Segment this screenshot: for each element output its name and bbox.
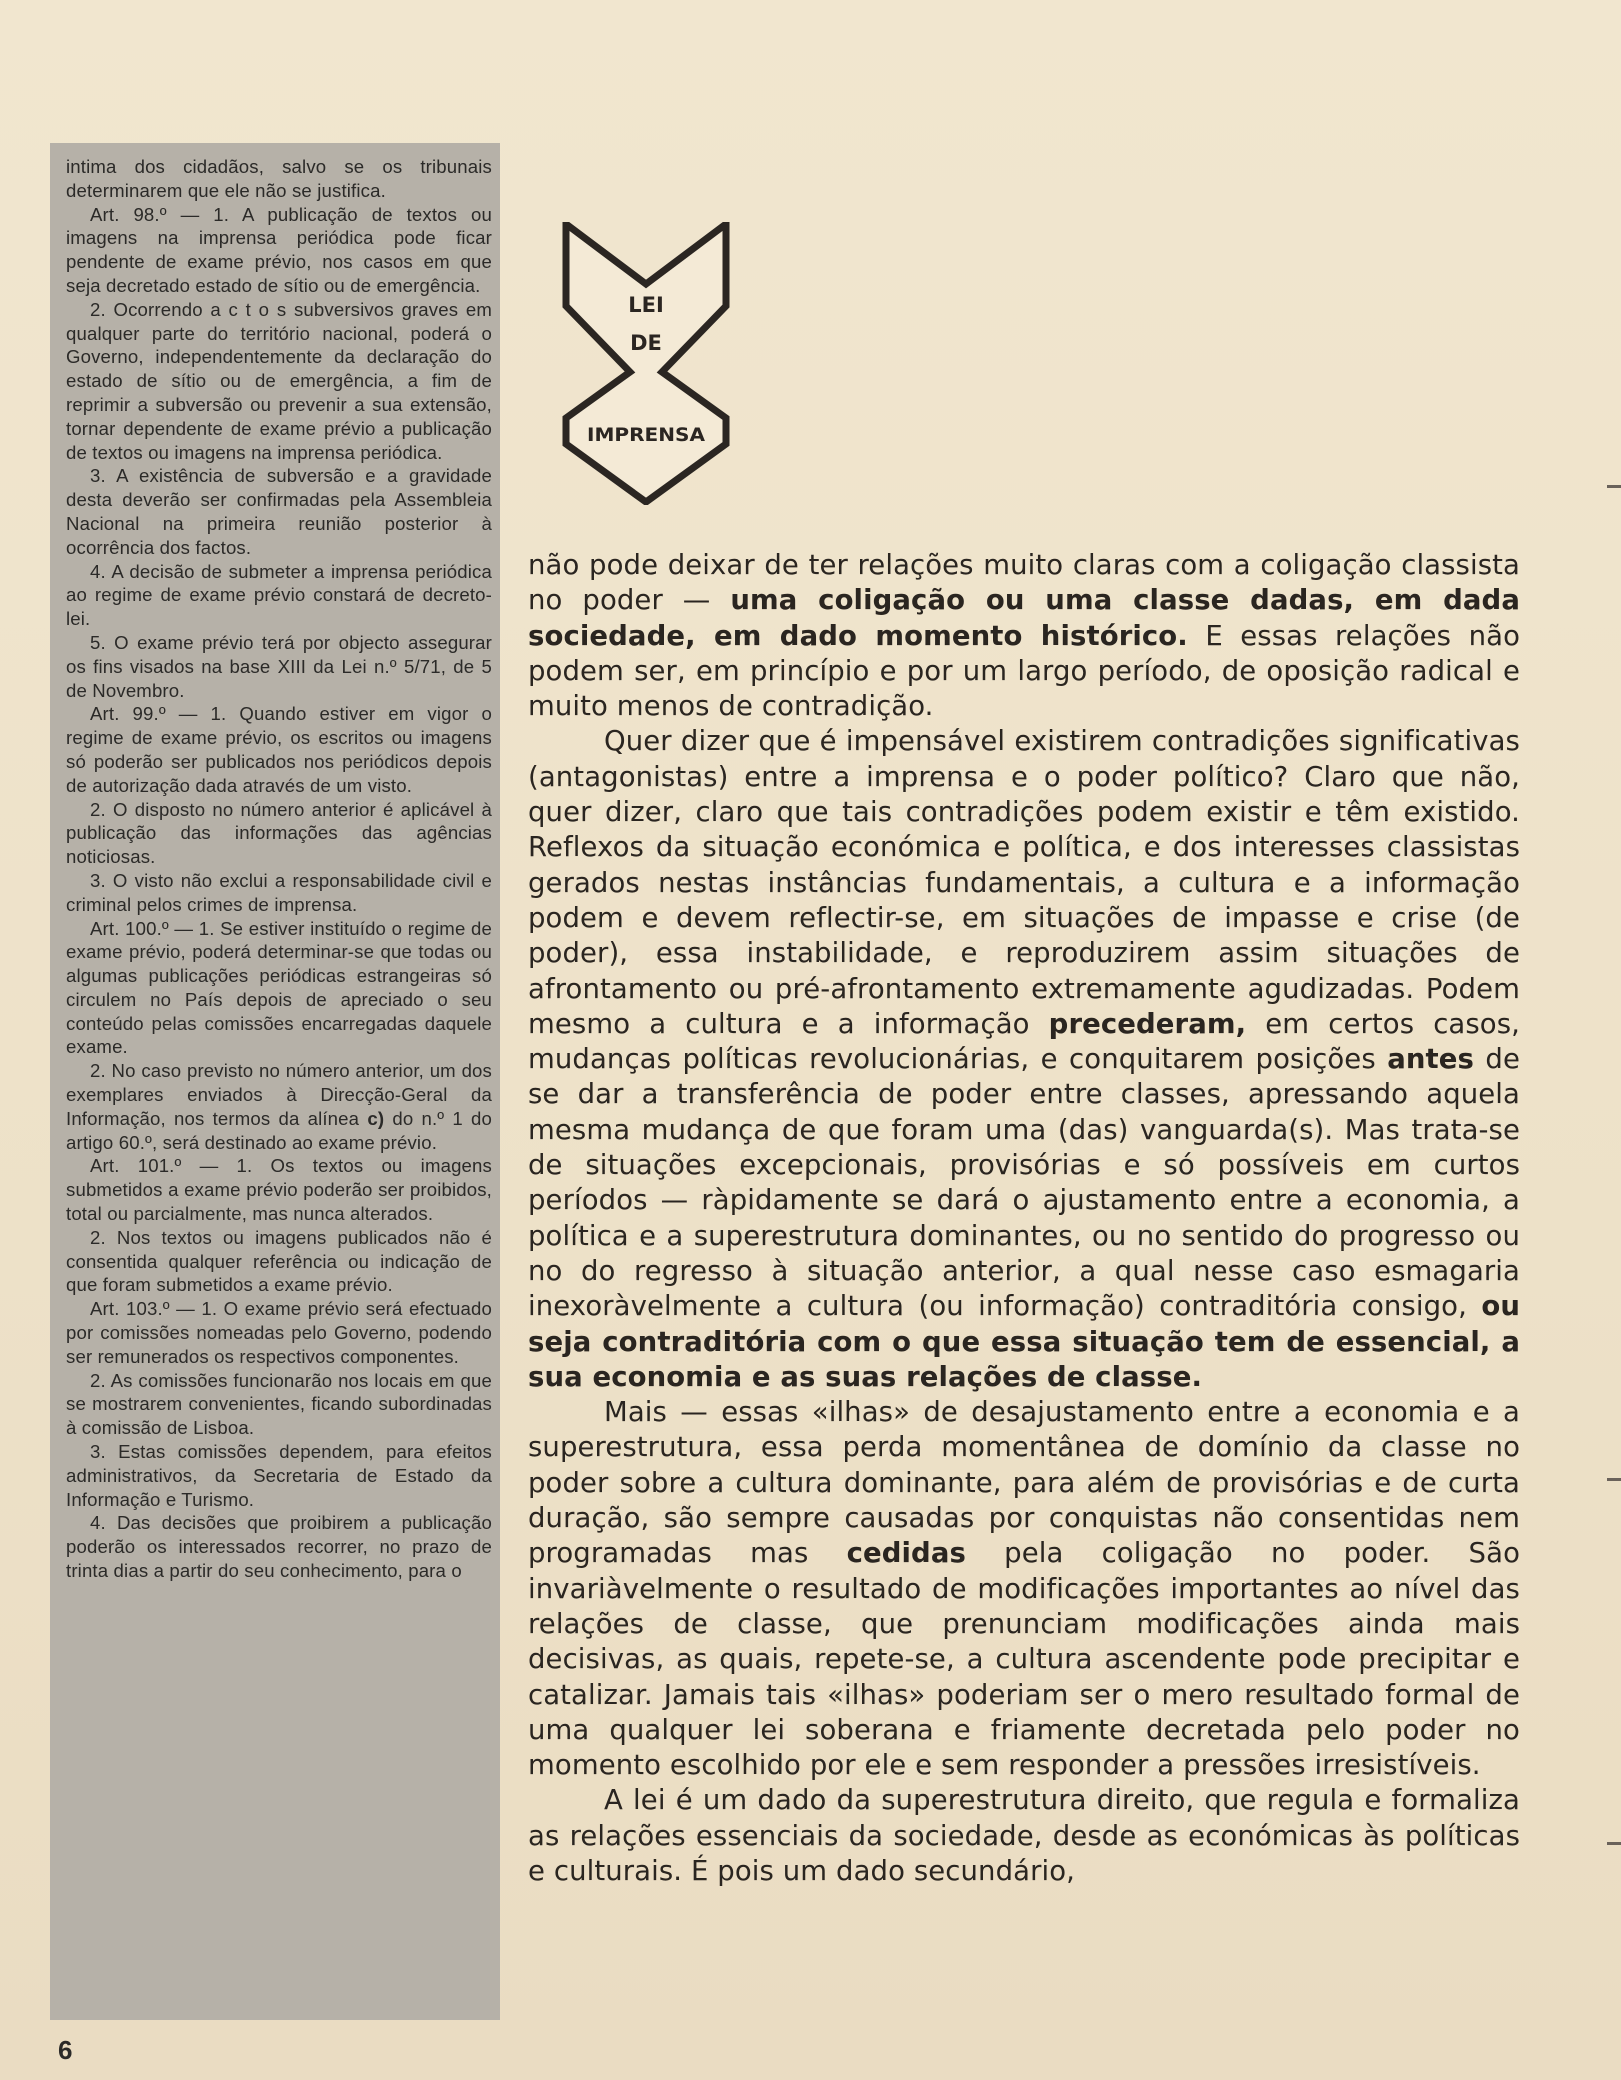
sidebar-paragraph: 3. A existência de subversão e a gravidade desta deverão ser confirmadas pela Assembleia Nacional na primeira reunião posterior à ocorrência dos factos. xyxy=(66,465,492,558)
sidebar-paragraph: 3. Estas comissões dependem, para efeitos administrativos, da Secretaria de Estado da Informação e Turismo. xyxy=(66,1441,492,1510)
sidebar-paragraph: 3. O visto não exclui a responsabilidade civil e criminal pelos crimes de imprensa. xyxy=(66,869,492,915)
sidebar-paragraph xyxy=(66,1059,492,1154)
article-bold-run: antes xyxy=(1387,1043,1474,1076)
sidebar-paragraph: Art. 100.º — 1. Se estiver instituído o regime de exame prévio, poderá determinar-se que todas ou algumas publicações periódicas estrangeiras só circulem no País depois de apreciado o seu conteúdo pelas comissões encarregadas daquele exame. xyxy=(66,917,492,1058)
sidebar-paragraph: intima dos cidadãos, salvo se os tribunais determinarem que ele não se justifica. xyxy=(66,156,492,201)
article-text-run: pela coligação no poder. São invariàvelmente o resultado de modificações importantes ao nível das relações de classe, que prenunciam modificações ainda mais decisivas, as quais, repete-se, a cultura ascendente pode precipitar e catalizar. Jamais tais «ilhas» poderiam ser o mero resultado formal de uma qualquer lei soberana e friamente decretada pelo poder no momento escolhido por ele e sem responder a pressões irresistíveis. xyxy=(528,1537,1520,1782)
lei-de-imprensa-logo xyxy=(560,222,732,505)
article-bold-run: uma coligação ou uma classe dadas, em dada sociedade, em dado momento histórico. xyxy=(528,584,1520,652)
sidebar-paragraph: 2. O disposto no número anterior é aplicável à publicação das informações das agências noticiosas. xyxy=(66,798,492,868)
article-text-run: em certos casos, mudanças políticas revolucionárias, e conquitarem posições xyxy=(528,1007,1520,1076)
article-bold-run: ou seja contraditória com o que essa situação tem de essencial, a sua economia e as suas relações de classe. xyxy=(528,1290,1520,1393)
logo-text-lei: LEI xyxy=(628,293,664,317)
article-paragraph xyxy=(528,724,1520,1395)
article-text-run: Quer dizer que é impensável existirem contradições significativas (antagonistas) entre a imprensa e o poder político? Claro que não, quer dizer, claro que tais contradições podem existir e têm existido. Reflexos da situação económica e política, e dos interesses classistas gerados nestas instâncias fundamentais, a cultura e a informação podem e devem reflectir-se, em situações de impasse e crise (de poder), essa instabilidade, e reproduzirem assim situações de afrontamento ou pré-afrontamento extremamente agudizadas. Podem mesmo a cultura e a informação xyxy=(528,725,1520,1040)
article-bold-run: precederam, xyxy=(1048,1007,1247,1040)
sidebar-paragraph: 4. Das decisões que proibirem a publicação poderão os interessados recorrer, no prazo de trinta dias a partir do seu conhecimento, para o xyxy=(66,1512,492,1582)
logo-text-imprensa: IMPRENSA xyxy=(587,424,706,446)
sidebar-text-run: do n.º 1 do artigo 60.º, será destinado ao exame prévio. xyxy=(66,1107,493,1153)
article-text-run: de se dar a transferência de poder entre classes, apressando aquela mesma mudança de que foram uma (das) vanguarda(s). Mas trata-se de situações excepcionais, provisórias e só possíveis em curtos períodos — ràpidamente se dará o ajustamento entre a economia, a política e a superestrutura dominantes, ou no sentido do progresso ou no do regresso à situação anterior, a qual nesse caso esmagaria inexoràvelmente a cultura (ou informação) contraditória consigo, xyxy=(528,1043,1520,1323)
article-text-run: Mais — essas «ilhas» de desajustamento entre a economia e a superestrutura, essa perda momentânea de domínio da classe no poder sobre a cultura dominante, para além de provisórias e de curta duração, são sempre causadas por conquistas não consentidas nem programadas mas xyxy=(528,1396,1520,1570)
sidebar-paragraph: Art. 99.º — 1. Quando estiver em vigor o regime de exame prévio, os escritos ou imagens só poderão ser publicados nos periódicos depois de autorização dada através de um visto. xyxy=(66,703,492,796)
article-paragraph xyxy=(528,548,1520,724)
legal-text-sidebar xyxy=(50,143,500,2020)
sidebar-paragraph: 2. Ocorrendo a c t o s subversivos graves em qualquer parte do território nacional, poderá o Governo, independentemente da declaração do estado de sítio ou de emergência, a fim de reprimir a subversão ou prevenir a sua extensão, tornar dependente de exame prévio a publicação de textos ou imagens na imprensa periódica. xyxy=(66,298,492,463)
article-bold-run: cedidas xyxy=(846,1537,966,1570)
sidebar-paragraph: Art. 101.º — 1. Os textos ou imagens submetidos a exame prévio poderão ser proibidos, total ou parcialmente, mas nunca alterados. xyxy=(66,1155,492,1225)
sidebar-paragraph: 4. A decisão de submeter a imprensa periódica ao regime de exame prévio constará de decreto-lei. xyxy=(66,560,492,630)
article-paragraph: A lei é um dado da superestrutura direito, que regula e formaliza as relações essenciais da sociedade, desde as económicas às políticas e culturais. É pois um dado secundário, xyxy=(528,1784,1520,1887)
main-article-column xyxy=(528,548,1520,1889)
sidebar-text-run: 2. No caso previsto no número anterior, um dos exemplares enviados à Direcção-Geral da Informação, nos termos da alínea xyxy=(66,1060,492,1129)
sidebar-paragraph: 5. O exame prévio terá por objecto assegurar os fins visados na base XIII da Lei n.º 5/71, de 5 de Novembro. xyxy=(66,631,492,701)
article-text-run: não pode deixar de ter relações muito claras com a coligação classista no poder — xyxy=(528,549,1520,617)
sidebar-bold-run: c) xyxy=(367,1107,385,1129)
page-edge-mark xyxy=(1607,1842,1621,1845)
page-edge-mark xyxy=(1607,1478,1621,1481)
page-number: 6 xyxy=(58,2035,73,2065)
sidebar-paragraph: Art. 98.º — 1. A publicação de textos ou imagens na imprensa periódica pode ficar pendente de exame prévio, nos casos em que seja decretado estado de sítio ou de emergência. xyxy=(66,203,492,296)
article-paragraph xyxy=(528,1395,1520,1783)
article-text-run: E essas relações não podem ser, em princípio e por um largo período, de oposição radical e muito menos de contradição. xyxy=(528,619,1520,723)
logo-text-de: DE xyxy=(630,331,662,355)
sidebar-paragraph: 2. As comissões funcionarão nos locais em que se mostrarem convenientes, ficando subordinadas à comissão de Lisboa. xyxy=(66,1369,492,1439)
sidebar-paragraph: 2. Nos textos ou imagens publicados não é consentida qualquer referência ou indicação de que foram submetidos a exame prévio. xyxy=(66,1226,492,1296)
page-edge-mark xyxy=(1607,485,1621,488)
sidebar-paragraph: Art. 103.º — 1. O exame prévio será efectuado por comissões nomeadas pelo Governo, podendo ser remunerados os respectivos componentes. xyxy=(66,1298,492,1367)
